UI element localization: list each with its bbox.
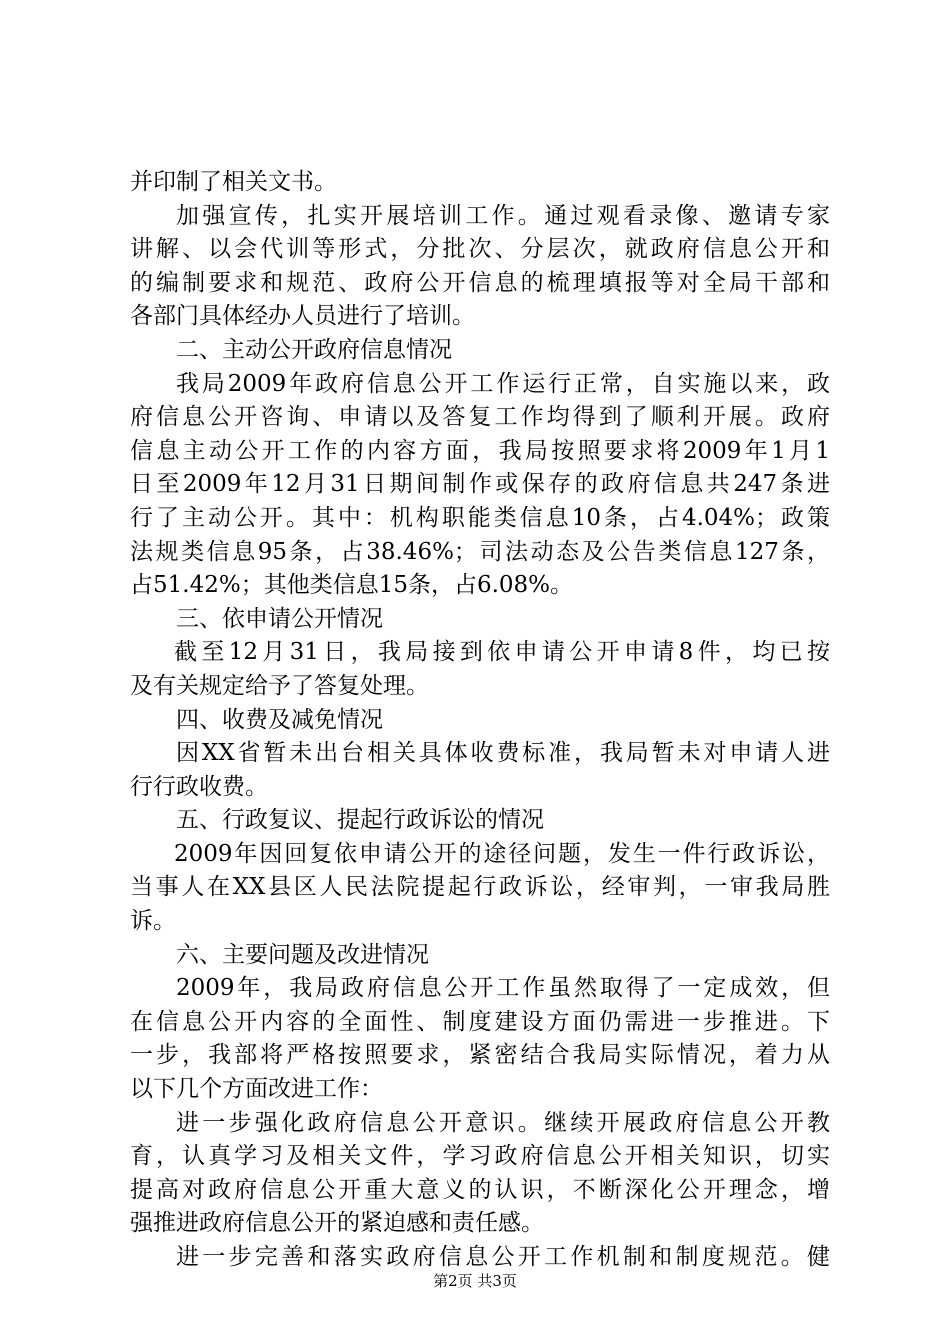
section-heading: 三、依申请公开情况 bbox=[176, 605, 383, 632]
section-heading: 四、收费及减免情况 bbox=[176, 706, 383, 733]
page-number: 第2页 共3页 bbox=[433, 1272, 517, 1290]
text-line: 诉。 bbox=[130, 908, 176, 935]
text-line: 一步，我部将严格按照要求，紧密结合我局实际情况，着力从 bbox=[130, 1042, 830, 1069]
section-heading: 六、主要问题及改进情况 bbox=[176, 941, 429, 968]
text-line: 截至12月31日，我局接到依申请公开申请8件，均已按 bbox=[174, 639, 830, 666]
text-line: 行了主动公开。其中：机构职能类信息10条，占4.04%；政策 bbox=[130, 504, 830, 531]
text-line: 占51.42%；其他类信息15条，占6.08%。 bbox=[130, 572, 574, 599]
text-line: 的编制要求和规范、政府公开信息的梳理填报等对全局干部和 bbox=[130, 269, 830, 296]
text-line: 日至2009年12月31日期间制作或保存的政府信息共247条进 bbox=[130, 471, 830, 498]
text-line: 2009年，我局政府信息公开工作虽然取得了一定成效，但 bbox=[176, 975, 830, 1002]
text-line: 在信息公开内容的全面性、制度建设方面仍需进一步推进。下 bbox=[130, 1008, 830, 1035]
text-line: 及有关规定给予了答复处理。 bbox=[130, 672, 429, 699]
text-line: 当事人在XX县区人民法院提起行政诉讼，经审判，一审我局胜 bbox=[130, 874, 830, 901]
text-line: 讲解、以会代训等形式，分批次、分层次，就政府信息公开和 bbox=[130, 236, 830, 263]
text-line: 府信息公开咨询、申请以及答复工作均得到了顺利开展。政府 bbox=[130, 404, 830, 431]
text-line: 并印制了相关文书。 bbox=[130, 169, 337, 195]
text-line: 法规类信息95条，占38.46%；司法动态及公告类信息127条， bbox=[130, 538, 830, 565]
text-line: 育，认真学习及相关文件，学习政府信息公开相关知识，切实 bbox=[130, 1143, 830, 1170]
text-line: 因XX省暂未出台相关具体收费标准，我局暂未对申请人进 bbox=[176, 740, 830, 767]
text-line: 我局2009年政府信息公开工作运行正常，自实施以来，政 bbox=[176, 370, 830, 397]
section-heading: 五、行政复议、提起行政诉讼的情况 bbox=[176, 807, 544, 834]
text-line: 2009年因回复依申请公开的途径问题，发生一件行政诉讼， bbox=[174, 840, 830, 867]
text-line: 强推进政府信息公开的紧迫感和责任感。 bbox=[130, 1210, 544, 1237]
text-line: 各部门具体经办人员进行了培训。 bbox=[130, 303, 475, 330]
text-line: 以下几个方面改进工作： bbox=[130, 1076, 383, 1103]
document-body bbox=[130, 166, 830, 1275]
text-line: 加强宣传，扎实开展培训工作。通过观看录像、邀请专家 bbox=[176, 202, 830, 229]
text-line: 信息主动公开工作的内容方面，我局按照要求将2009年1月1 bbox=[130, 437, 830, 464]
text-line: 进一步强化政府信息公开意识。继续开展政府信息公开教 bbox=[176, 1109, 830, 1136]
section-heading: 二、主动公开政府信息情况 bbox=[176, 336, 452, 363]
text-line: 行行政收费。 bbox=[130, 773, 268, 800]
text-line: 提高对政府信息公开重大意义的认识，不断深化公开理念，增 bbox=[130, 1176, 830, 1203]
text-line: 进一步完善和落实政府信息公开工作机制和制度规范。健 bbox=[176, 1244, 830, 1270]
